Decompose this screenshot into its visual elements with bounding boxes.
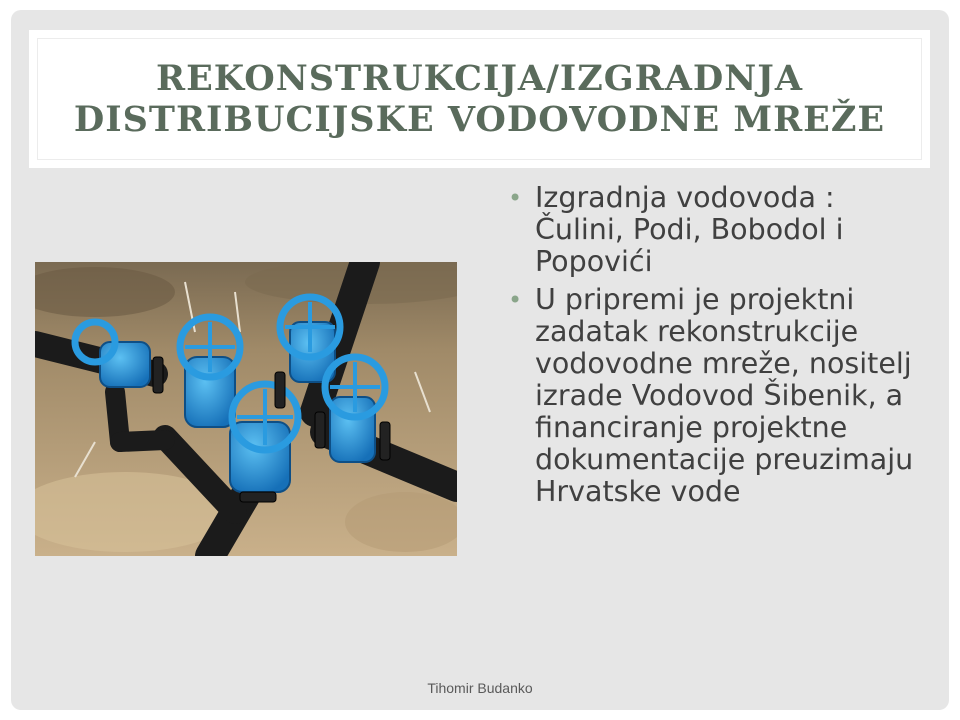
title-frame bbox=[37, 38, 922, 160]
title-box bbox=[29, 30, 930, 168]
bullet-list bbox=[506, 182, 926, 514]
bullet-dot-icon: • bbox=[508, 286, 523, 314]
bullet-text: Izgradnja vodovoda : Čulini, Podi, Bobodol i Popovići bbox=[535, 181, 844, 278]
footer-author: Tihomir Budanko bbox=[427, 680, 533, 696]
slide-title bbox=[74, 58, 885, 141]
bullet-item bbox=[506, 284, 926, 508]
bullet-dot-icon: • bbox=[508, 184, 523, 212]
bullet-item bbox=[506, 182, 926, 278]
title-line-2: DISTRIBUCIJSKE VODOVODNE MREŽE bbox=[73, 99, 886, 140]
valve-photo bbox=[35, 262, 457, 556]
title-line-1: REKONSTRUKCIJA/IZGRADNJA bbox=[156, 57, 803, 99]
bullet-text: U pripremi je projektni zadatak rekonstrukcije vodovodne mreže, nositelj izrade Vodovod Šibenik, a financiranje projektne dokumentacije preuzimaju Hrvatske vode bbox=[535, 283, 914, 508]
